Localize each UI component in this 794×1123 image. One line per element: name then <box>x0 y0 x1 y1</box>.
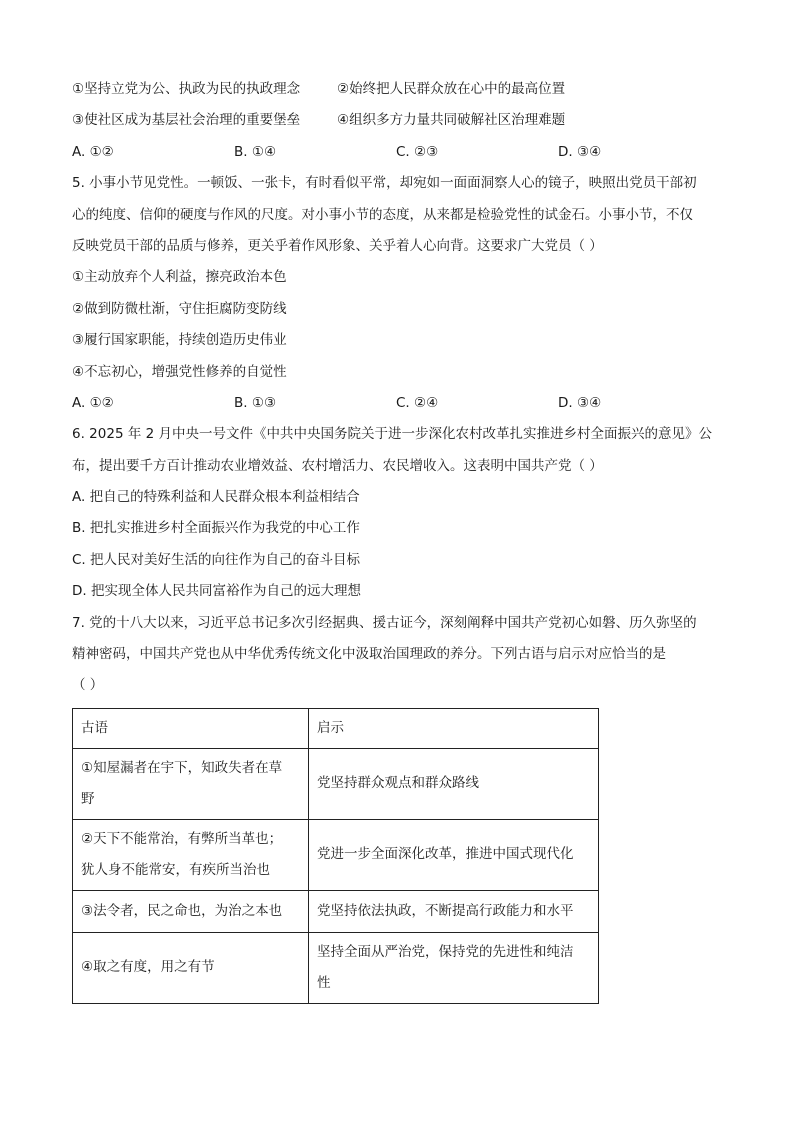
q6-stem-line-1: 6. 2025 年 2 月中央一号文件《中共中央国务院关于进一步深化农村改革扎实推进乡村全面振兴的意见》公 <box>72 426 712 443</box>
q6-option-a[interactable]: A. 把自己的特殊利益和人民群众根本利益相结合 <box>72 489 360 506</box>
table-header-inspiration: 启示 <box>309 708 599 748</box>
q4-statements-row-1 <box>72 74 722 105</box>
q5-options <box>72 388 722 419</box>
cell-line: 野 <box>81 790 95 807</box>
table-row <box>73 890 599 932</box>
q5-statement-1: ①主动放弃个人利益，擦亮政治本色 <box>72 269 287 286</box>
cell-line: 党坚持依法执政，不断提高行政能力和水平 <box>317 902 574 919</box>
q5-option-b[interactable]: B. ①③ <box>234 394 277 411</box>
table-header-ancient-saying: 古语 <box>73 708 309 748</box>
q4-option-a[interactable]: A. ①② <box>72 143 114 160</box>
q5-stem-line-1: 5. 小事小节见党性。一顿饭、一张卡，有时看似平常，却宛如一面面洞察人心的镜子，映照出党员干部初 <box>72 175 697 192</box>
table-cell-inspiration <box>309 890 599 932</box>
cell-line: 性 <box>317 974 331 991</box>
q5-option-a[interactable]: A. ①② <box>72 394 114 411</box>
table-cell-saying <box>73 932 309 1003</box>
cell-line: ②天下不能常治，有弊所当革也； <box>81 830 283 847</box>
q5-statement-3: ③履行国家职能，持续创造历史伟业 <box>72 332 287 349</box>
table-cell-inspiration <box>309 932 599 1003</box>
table-row <box>73 748 599 819</box>
q5-statement-2: ②做到防微杜渐，守住拒腐防变防线 <box>72 300 287 317</box>
q4-options <box>72 137 722 168</box>
q5-option-d[interactable]: D. ③④ <box>558 394 602 411</box>
cell-line: 党坚持群众观点和群众路线 <box>317 775 479 792</box>
q6-stem-line-2: 布，提出要千方百计推动农业增效益、农村增活力、农民增收入。这表明中国共产党（ ） <box>72 457 603 474</box>
table-cell-saying <box>73 819 309 890</box>
cell-line: ④取之有度，用之有节 <box>81 959 215 976</box>
table-row <box>73 932 599 1003</box>
table-cell-saying <box>73 890 309 932</box>
q4-option-d[interactable]: D. ③④ <box>558 143 602 160</box>
q4-statement-4: ④组织多方力量共同破解社区治理难题 <box>337 112 566 129</box>
cell-line: ①知屋漏者在宇下，知政失者在草 <box>81 759 283 776</box>
q5-stem-line-3: 反映党员干部的品质与修养，更关乎着作风形象、关乎着人心向背。这要求广大党员（ ） <box>72 237 603 254</box>
q5-stem-line-2: 心的纯度、信仰的硬度与作风的尺度。对小事小节的态度，从来都是检验党性的试金石。小事小节，不仅 <box>72 206 693 223</box>
q4-statements-row-2 <box>72 105 722 136</box>
q4-statement-1: ①坚持立党为公、执政为民的执政理念 <box>72 81 301 97</box>
cell-line: 坚持全面从严治党，保持党的先进性和纯洁 <box>317 943 574 960</box>
table-cell-inspiration <box>309 819 599 890</box>
table-row <box>73 819 599 890</box>
q6-option-b[interactable]: B. 把扎实推进乡村全面振兴作为我党的中心工作 <box>72 520 360 537</box>
table-cell-saying <box>73 748 309 819</box>
q7-stem-line-3: （ ） <box>72 677 104 694</box>
q4-option-b[interactable]: B. ①④ <box>234 143 277 160</box>
q4-option-c[interactable]: C. ②③ <box>396 143 439 160</box>
q6-option-c[interactable]: C. 把人民对美好生活的向往作为自己的奋斗目标 <box>72 551 361 568</box>
q7-stem-line-2: 精神密码，中国共产党也从中华优秀传统文化中汲取治国理政的养分。下列古语与启示对应恰当的是 <box>72 646 666 663</box>
q5-statement-4: ④不忘初心，增强党性修养的自觉性 <box>72 363 287 380</box>
table-cell-inspiration <box>309 748 599 819</box>
q4-statement-3: ③使社区成为基层社会治理的重要堡垒 <box>72 112 301 129</box>
q7-table <box>72 708 599 1004</box>
exam-page <box>72 74 722 1004</box>
q7-stem-line-1: 7. 党的十八大以来，习近平总书记多次引经据典、援古证今，深刻阐释中国共产党初心如磐、历久弥坚的 <box>72 614 697 631</box>
q6-option-d[interactable]: D. 把实现全体人民共同富裕作为自己的远大理想 <box>72 583 361 600</box>
cell-line: 犹人身不能常安，有疾所当治也 <box>81 861 270 878</box>
q5-option-c[interactable]: C. ②④ <box>396 394 439 411</box>
cell-line: 党进一步全面深化改革，推进中国式现代化 <box>317 846 574 863</box>
q4-statement-2: ②始终把人民群众放在心中的最高位置 <box>337 81 566 97</box>
table-header-row <box>73 708 599 748</box>
cell-line: ③法令者，民之命也，为治之本也 <box>81 902 283 919</box>
